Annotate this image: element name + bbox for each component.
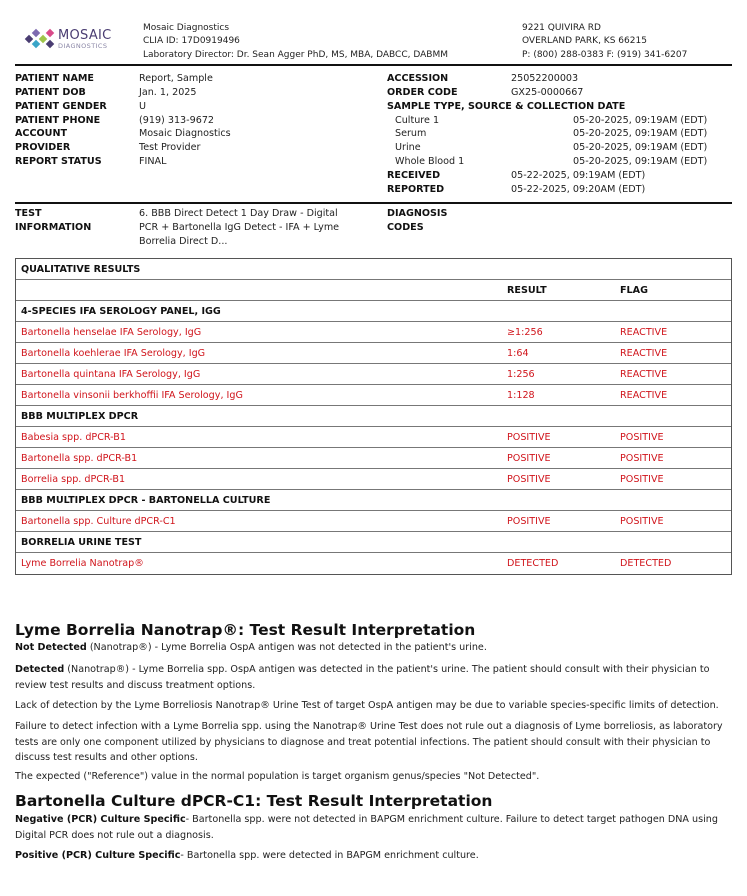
test-name: Babesia spp. dPCR-B1 bbox=[21, 432, 126, 443]
interpretation-paragraph bbox=[15, 640, 727, 656]
address-line-1: 9221 QUIVIRA RD bbox=[522, 23, 601, 33]
test-result: POSITIVE bbox=[507, 453, 551, 464]
accession-value: 25052200003 bbox=[511, 73, 579, 84]
table-row bbox=[16, 385, 731, 406]
test-name: Lyme Borrelia Nanotrap® bbox=[21, 558, 144, 569]
test-result: POSITIVE bbox=[507, 516, 551, 527]
table-row bbox=[16, 448, 731, 469]
term-text: - Bartonella spp. were not detected in BAPGM enrichment culture. Failure to detect target pathogen DNA using Digital PCR does not rule out a diagnosis. bbox=[15, 814, 718, 841]
table-row bbox=[16, 322, 731, 343]
patient-phone-value: (919) 313-9672 bbox=[139, 115, 215, 126]
patient-name-label: PATIENT NAME bbox=[15, 73, 94, 84]
table-row bbox=[16, 427, 731, 448]
test-result: POSITIVE bbox=[507, 474, 551, 485]
test-flag: DETECTED bbox=[620, 558, 672, 569]
lab-info bbox=[143, 22, 448, 62]
test-flag: REACTIVE bbox=[620, 348, 668, 359]
interpretation-paragraph bbox=[15, 812, 727, 843]
account-label: ACCOUNT bbox=[15, 128, 68, 139]
logo-name: MOSAIC bbox=[58, 28, 112, 43]
test-result: 1:128 bbox=[507, 390, 535, 401]
culture-interpretation-title: Bartonella Culture dPCR-C1: Test Result Interpretation bbox=[15, 792, 493, 810]
test-name: Bartonella spp. dPCR-B1 bbox=[21, 453, 138, 464]
term-text: (Nanotrap®) - Lyme Borrelia OspA antigen was not detected in the patient's urine. bbox=[86, 642, 487, 653]
sample-date: 05-20-2025, 09:19AM (EDT) bbox=[573, 115, 708, 126]
test-name: Bartonella quintana IFA Serology, IgG bbox=[21, 369, 201, 380]
patient-gender-label: PATIENT GENDER bbox=[15, 101, 107, 112]
table-row bbox=[16, 343, 731, 364]
provider-value: Test Provider bbox=[139, 142, 201, 153]
section-title: BBB MULTIPLEX DPCR - BARTONELLA CULTURE bbox=[21, 495, 271, 506]
interpretation-paragraph: The expected ("Reference") value in the normal population is target organism genus/species "Not Detected". bbox=[15, 771, 540, 782]
test-flag: POSITIVE bbox=[620, 516, 664, 527]
test-flag: POSITIVE bbox=[620, 432, 664, 443]
order-code-value: GX25-0000667 bbox=[511, 87, 584, 98]
test-flag: POSITIVE bbox=[620, 474, 664, 485]
test-name: Bartonella spp. Culture dPCR-C1 bbox=[21, 516, 176, 527]
address-line-2: OVERLAND PARK, KS 66215 bbox=[522, 36, 647, 47]
table-row bbox=[16, 469, 731, 490]
test-info-text: Borrelia Direct D... bbox=[139, 236, 228, 247]
received-label: RECEIVED bbox=[387, 170, 441, 181]
account-value: Mosaic Diagnostics bbox=[139, 128, 231, 139]
test-info-label: TEST bbox=[15, 208, 42, 219]
result-column-header: RESULT bbox=[507, 285, 547, 296]
test-name: Bartonella koehlerae IFA Serology, IgG bbox=[21, 348, 206, 359]
sample-date: 05-20-2025, 09:19AM (EDT) bbox=[573, 142, 708, 153]
section-row bbox=[16, 532, 731, 553]
test-info-text: PCR + Bartonella IgG Detect - IFA + Lyme bbox=[139, 222, 340, 233]
flag-column-header: FLAG bbox=[620, 285, 648, 296]
accession-label: ACCESSION bbox=[387, 73, 449, 84]
term-bold: Not Detected bbox=[15, 642, 87, 653]
lab-address bbox=[522, 22, 687, 62]
interpretation-paragraph: Lack of detection by the Lyme Borreliosis Nanotrap® Urine Test of target OspA antigen may be due to variable species-specific limits of detection. bbox=[15, 700, 719, 711]
patient-name-value: Report, Sample bbox=[139, 73, 213, 84]
test-result: POSITIVE bbox=[507, 432, 551, 443]
table-title-row bbox=[16, 259, 731, 280]
test-result: ≥1:256 bbox=[507, 327, 543, 338]
table-row bbox=[16, 364, 731, 385]
sample-date: 05-20-2025, 09:19AM (EDT) bbox=[573, 156, 708, 167]
received-value: 05-22-2025, 09:19AM (EDT) bbox=[511, 170, 646, 181]
test-flag: REACTIVE bbox=[620, 369, 668, 380]
logo-subtitle: DIAGNOSTICS bbox=[58, 42, 108, 50]
test-info-text: 6. BBB Direct Detect 1 Day Draw - Digital bbox=[139, 208, 338, 219]
reported-value: 05-22-2025, 09:20AM (EDT) bbox=[511, 184, 646, 195]
table-header-row bbox=[16, 280, 731, 301]
section-row bbox=[16, 406, 731, 427]
nanotrap-interpretation-title: Lyme Borrelia Nanotrap®: Test Result Interpretation bbox=[15, 621, 476, 639]
results-title: QUALITATIVE RESULTS bbox=[21, 264, 141, 275]
term-bold: Negative (PCR) Culture Specific bbox=[15, 814, 186, 825]
patient-dob-value: Jan. 1, 2025 bbox=[139, 87, 197, 98]
report-status-label: REPORT STATUS bbox=[15, 156, 102, 167]
patient-dob-label: PATIENT DOB bbox=[15, 87, 86, 98]
header-divider bbox=[15, 64, 732, 66]
order-code-label: ORDER CODE bbox=[387, 87, 458, 98]
mosaic-logo-icon bbox=[24, 28, 58, 50]
section-title: BBB MULTIPLEX DPCR bbox=[21, 411, 139, 422]
company-logo bbox=[24, 28, 124, 52]
qualitative-results-table bbox=[15, 258, 732, 575]
patient-phone-label: PATIENT PHONE bbox=[15, 115, 101, 126]
table-row bbox=[16, 553, 731, 574]
section-row bbox=[16, 301, 731, 322]
report-status-value: FINAL bbox=[139, 156, 167, 167]
test-info-label: INFORMATION bbox=[15, 222, 92, 233]
interpretation-paragraph bbox=[15, 662, 727, 693]
patient-gender-value: U bbox=[139, 101, 147, 112]
lab-director: Laboratory Director: Dr. Sean Agger PhD, MS, MBA, DABCC, DABMM bbox=[143, 49, 448, 60]
lab-name: Mosaic Diagnostics bbox=[143, 23, 230, 33]
sample-type: Serum bbox=[395, 128, 427, 139]
section-title: BORRELIA URINE TEST bbox=[21, 537, 142, 548]
term-text: (Nanotrap®) - Lyme Borrelia spp. OspA antigen was detected in the patient's urine. The patient should consult with their physician to review test results and discuss treatment options. bbox=[15, 664, 710, 691]
table-row bbox=[16, 511, 731, 532]
test-name: Bartonella vinsonii berkhoffii IFA Serology, IgG bbox=[21, 390, 243, 401]
sample-type: Whole Blood 1 bbox=[395, 156, 465, 167]
test-name: Bartonella henselae IFA Serology, IgG bbox=[21, 327, 202, 338]
sample-date: 05-20-2025, 09:19AM (EDT) bbox=[573, 128, 708, 139]
sample-type-label: SAMPLE TYPE, SOURCE & COLLECTION DATE bbox=[387, 101, 626, 112]
test-result: 1:256 bbox=[507, 369, 535, 380]
test-result: DETECTED bbox=[507, 558, 559, 569]
section-row bbox=[16, 490, 731, 511]
phone-fax: P: (800) 288-0383 F: (919) 341-6207 bbox=[522, 49, 688, 60]
report-header bbox=[0, 0, 747, 66]
term-bold: Positive (PCR) Culture Specific bbox=[15, 850, 181, 861]
diagnosis-codes-label: DIAGNOSIS bbox=[387, 208, 448, 219]
clia-id: CLIA ID: 17D0919496 bbox=[143, 36, 240, 47]
provider-label: PROVIDER bbox=[15, 142, 71, 153]
info-divider bbox=[15, 202, 732, 204]
test-name: Borrelia spp. dPCR-B1 bbox=[21, 474, 126, 485]
interpretation-paragraph: Failure to detect infection with a Lyme Borrelia spp. using the Nanotrap® Urine Test does not rule out a diagnosis of Lyme borreliosis, as laboratory tests are only one component utilized by physicians to diagnose and treat potential infections. The patient should consult with their physician to discuss test results and other options. bbox=[15, 721, 723, 763]
term-text: - Bartonella spp. were detected in BAPGM enrichment culture. bbox=[180, 850, 479, 861]
diagnosis-codes-label: CODES bbox=[387, 222, 424, 233]
sample-type: Culture 1 bbox=[395, 115, 440, 126]
section-title: 4-SPECIES IFA SEROLOGY PANEL, IGG bbox=[21, 306, 221, 317]
sample-type: Urine bbox=[395, 142, 421, 153]
test-flag: REACTIVE bbox=[620, 327, 668, 338]
reported-label: REPORTED bbox=[387, 184, 445, 195]
test-flag: POSITIVE bbox=[620, 453, 664, 464]
test-flag: REACTIVE bbox=[620, 390, 668, 401]
term-bold: Detected bbox=[15, 664, 65, 675]
test-result: 1:64 bbox=[507, 348, 529, 359]
interpretation-paragraph bbox=[15, 848, 727, 864]
